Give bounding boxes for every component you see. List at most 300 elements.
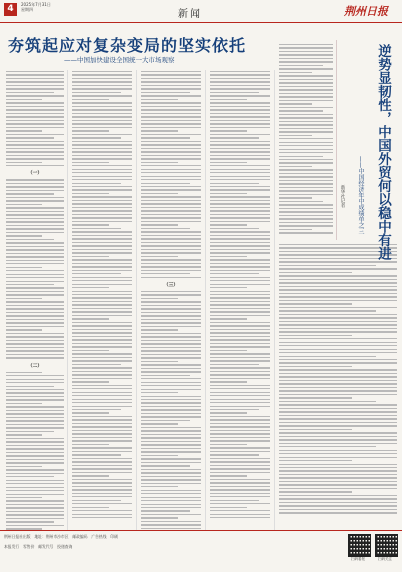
text-line: [210, 468, 270, 469]
text-line: [72, 130, 109, 131]
text-line: [210, 517, 270, 518]
text-line: [6, 151, 64, 152]
text-line: [72, 308, 132, 309]
text-line: [210, 155, 270, 156]
text-line: [210, 71, 270, 72]
text-line: [210, 496, 270, 497]
text-line: [72, 81, 132, 82]
text-line: [72, 176, 132, 177]
text-line: [72, 374, 132, 375]
text-line: [279, 464, 397, 465]
text-line: [210, 388, 270, 389]
text-line: [210, 120, 270, 121]
text-line: [141, 340, 201, 341]
text-line: [210, 88, 270, 89]
text-line: [210, 465, 270, 466]
qr-caption: 扫码关注: [378, 557, 392, 561]
text-line: [141, 252, 201, 253]
text-line: [72, 392, 132, 393]
text-line: [6, 445, 64, 446]
text-line: [141, 389, 201, 390]
text-line: [141, 441, 201, 442]
text-line: [141, 88, 201, 89]
text-line: [141, 169, 201, 170]
text-line: [279, 404, 397, 405]
text-line: [279, 418, 397, 419]
text-line: [210, 78, 270, 79]
text-line: [210, 392, 270, 393]
text-line: [141, 71, 201, 72]
text-line: [72, 304, 132, 305]
text-line: [6, 333, 64, 334]
text-line: [141, 368, 201, 369]
text-line: [72, 367, 132, 368]
text-line: [141, 472, 201, 473]
text-line: [72, 200, 132, 201]
text-line: [141, 416, 201, 417]
text-line: [210, 406, 270, 407]
text-line: [141, 490, 201, 491]
text-line: [210, 277, 270, 278]
text-line: [72, 444, 109, 445]
text-line: [72, 270, 132, 271]
text-line: [279, 114, 333, 115]
text-line: [141, 444, 201, 445]
text-line: [6, 386, 54, 387]
text-line: [210, 280, 270, 281]
text-line: [141, 266, 201, 267]
text-line: [279, 303, 352, 304]
text-line: [141, 500, 201, 501]
text-line: [6, 347, 64, 348]
text-line: [210, 416, 270, 417]
text-line: [141, 476, 201, 477]
text-line: [141, 270, 201, 271]
text-line: [141, 305, 201, 306]
text-line: [210, 238, 270, 239]
text-line: [72, 451, 132, 452]
text-line: [72, 514, 132, 515]
text-line: [141, 277, 201, 278]
text-line: [279, 502, 397, 503]
text-line: [72, 507, 109, 508]
text-line: [210, 343, 270, 344]
text-line: [6, 207, 64, 208]
text-line: [141, 196, 201, 197]
text-line: [72, 297, 132, 298]
text-line: [141, 74, 201, 75]
text-line: [141, 524, 201, 525]
text-line: [279, 429, 352, 430]
text-line: [6, 102, 64, 103]
text-line: [279, 362, 397, 363]
text-line: [141, 200, 201, 201]
text-line: [6, 287, 64, 288]
text-line: [210, 353, 270, 354]
text-line: [279, 61, 333, 62]
text-line: [141, 238, 201, 239]
text-line: [279, 491, 352, 492]
text-line: [141, 312, 201, 313]
text-line: [279, 190, 333, 191]
text-line: [141, 273, 190, 274]
text-line: [141, 427, 201, 428]
text-line: [72, 189, 132, 190]
text-line: [72, 263, 132, 264]
text-line: [72, 311, 132, 312]
text-line: [210, 409, 259, 410]
text-line: [141, 350, 201, 351]
text-line: [210, 106, 270, 107]
text-line: [6, 459, 64, 460]
text-line: [279, 279, 397, 280]
text-line: [6, 123, 64, 124]
text-line: [72, 440, 132, 441]
issue-date: [21, 2, 51, 12]
text-line: [141, 382, 201, 383]
text-line: [141, 158, 201, 159]
text-line: [210, 419, 270, 420]
text-line: [279, 222, 333, 223]
date-line: 2025年7月31日: [21, 2, 51, 7]
text-line: [6, 260, 64, 261]
text-line: [6, 267, 42, 268]
text-line: [72, 259, 132, 260]
text-line: [72, 88, 132, 89]
text-line: [6, 438, 64, 439]
text-line: [210, 360, 270, 361]
text-line: [72, 437, 132, 438]
text-line: [279, 51, 333, 52]
text-line: [210, 329, 270, 330]
text-line: [6, 162, 42, 163]
text-line: [141, 291, 201, 292]
text-line: [6, 183, 64, 184]
text-line: [141, 106, 201, 107]
text-line: [210, 454, 259, 455]
text-line: [279, 401, 376, 402]
text-line: [141, 120, 201, 121]
side-article-body: [279, 244, 397, 516]
text-line: [279, 204, 333, 205]
body-column-3: [141, 71, 201, 531]
text-line: [210, 252, 270, 253]
text-line: [279, 110, 323, 111]
text-line: [72, 183, 121, 184]
text-line: [279, 425, 397, 426]
text-line: [210, 500, 259, 501]
text-line: [210, 318, 247, 319]
text-line: [210, 402, 270, 403]
text-line: [279, 268, 397, 269]
qr-caption: 扫码看报: [351, 557, 365, 561]
text-line: [141, 78, 201, 79]
text-line: [6, 392, 64, 393]
text-line: [210, 486, 270, 487]
text-line: [279, 373, 397, 374]
text-line: [279, 47, 333, 48]
text-line: [210, 437, 270, 438]
text-line: [210, 451, 270, 452]
text-line: [6, 420, 64, 421]
text-line: [141, 361, 178, 362]
text-line: [210, 399, 270, 400]
text-line: [279, 225, 333, 226]
text-line: [141, 102, 201, 103]
text-line: [72, 284, 132, 285]
text-line: [279, 75, 333, 76]
text-line: [210, 221, 270, 222]
text-line: [141, 493, 201, 494]
text-line: [210, 179, 270, 180]
text-line: [210, 357, 270, 358]
text-line: [210, 472, 270, 473]
text-line: [279, 89, 333, 90]
text-line: [279, 162, 333, 163]
text-line: [6, 399, 64, 400]
text-line: [6, 214, 64, 215]
text-line: [210, 381, 247, 382]
text-line: [210, 235, 270, 236]
text-line: [279, 100, 333, 101]
text-line: [6, 301, 64, 302]
text-line: [279, 488, 397, 489]
text-line: [279, 369, 397, 370]
text-line: [210, 92, 259, 93]
text-line: [72, 169, 132, 170]
text-line: [6, 298, 42, 299]
text-line: [72, 371, 132, 372]
text-line: [72, 318, 109, 319]
text-line: [141, 385, 201, 386]
text-line: [210, 325, 270, 326]
text-line: [6, 406, 64, 407]
text-line: [72, 329, 132, 330]
text-line: [72, 280, 132, 281]
text-line: [141, 235, 201, 236]
text-line: [72, 193, 109, 194]
text-line: [141, 402, 201, 403]
text-line: [210, 444, 247, 445]
text-line: [279, 321, 397, 322]
text-line: [279, 436, 397, 437]
text-line: [279, 208, 333, 209]
text-line: [72, 116, 132, 117]
text-line: [210, 141, 270, 142]
text-line: [6, 500, 64, 501]
text-line: [6, 242, 64, 243]
text-line: [210, 127, 270, 128]
side-divider: [336, 40, 337, 240]
text-line: [6, 389, 64, 390]
text-line: [72, 336, 132, 337]
text-line: [72, 493, 132, 494]
text-line: [141, 413, 201, 414]
text-line: [210, 151, 270, 152]
text-line: [6, 322, 64, 323]
text-line: [6, 141, 64, 142]
text-line: [210, 270, 270, 271]
text-line: [210, 203, 270, 204]
text-line: [279, 197, 312, 198]
text-line: [6, 228, 64, 229]
text-line: [72, 273, 121, 274]
text-line: [141, 231, 201, 232]
text-line: [210, 210, 270, 211]
text-line: [6, 410, 64, 411]
text-line: [210, 224, 247, 225]
text-line: [210, 183, 259, 184]
text-line: [210, 85, 270, 86]
text-line: [210, 364, 259, 365]
text-line: [6, 521, 54, 522]
text-line: [210, 176, 270, 177]
text-line: [6, 507, 64, 508]
article-headline: 夯筑起应对复杂变局的坚实依托: [8, 36, 247, 55]
text-line: [6, 78, 64, 79]
text-line: [6, 148, 64, 149]
text-line: [6, 74, 64, 75]
text-line: [210, 426, 270, 427]
text-line: [210, 412, 247, 413]
text-line: [72, 357, 132, 358]
text-line: [72, 113, 132, 114]
text-line: [279, 169, 333, 170]
text-line: [141, 183, 190, 184]
text-line: [279, 229, 312, 230]
text-line: [210, 430, 270, 431]
text-line: [279, 211, 333, 212]
text-line: [141, 448, 201, 449]
text-line: [6, 144, 64, 145]
text-line: [210, 242, 270, 243]
text-line: [210, 339, 270, 340]
text-line: [72, 426, 132, 427]
article-subheadline: ——中国加快建设全国统一大市场观察: [64, 56, 175, 64]
text-line: [6, 497, 42, 498]
text-line: [210, 482, 270, 483]
body-column-4: [210, 71, 270, 520]
text-line: [210, 503, 270, 504]
text-line: [210, 99, 247, 100]
text-line: [279, 96, 333, 97]
text-line: [141, 479, 201, 480]
text-line: [141, 116, 201, 117]
text-line: [72, 500, 121, 501]
text-line: [141, 214, 201, 215]
text-line: [72, 412, 109, 413]
text-line: [6, 253, 64, 254]
text-line: [6, 382, 64, 383]
text-line: [141, 409, 201, 410]
text-line: [210, 378, 270, 379]
qr-code-icon: [375, 534, 398, 557]
text-line: [279, 481, 397, 482]
text-line: [72, 92, 121, 93]
text-line: [141, 423, 178, 424]
text-line: [210, 479, 270, 480]
text-line: [210, 109, 270, 110]
text-line: [279, 261, 397, 262]
text-line: [72, 277, 132, 278]
text-line: [279, 156, 323, 157]
text-line: [6, 256, 64, 257]
text-line: [72, 249, 132, 250]
text-line: [279, 44, 333, 45]
text-line: [210, 336, 270, 337]
text-line: [72, 210, 132, 211]
text-line: [72, 322, 132, 323]
text-line: [72, 123, 132, 124]
text-line: [210, 123, 270, 124]
text-line: [210, 113, 270, 114]
text-line: [279, 450, 397, 451]
text-line: [279, 282, 397, 283]
text-line: [279, 415, 397, 416]
text-line: [141, 151, 201, 152]
text-line: [6, 494, 64, 495]
text-line: [6, 71, 64, 72]
text-line: [6, 396, 64, 397]
text-line: [210, 371, 270, 372]
text-line: [141, 469, 201, 470]
text-line: [279, 495, 397, 496]
text-line: [141, 343, 201, 344]
text-line: [72, 503, 132, 504]
text-line: [6, 476, 54, 477]
text-line: [72, 235, 132, 236]
text-line: [210, 440, 270, 441]
text-line: [72, 120, 132, 121]
text-line: [141, 521, 201, 522]
text-line: [210, 374, 270, 375]
text-line: [72, 315, 132, 316]
text-line: [6, 190, 64, 191]
text-line: [279, 432, 397, 433]
text-line: [279, 173, 333, 174]
text-line: [279, 180, 333, 181]
text-line: [279, 121, 333, 122]
text-line: [279, 366, 352, 367]
text-line: [141, 155, 201, 156]
side-article-title: 逆势显韧性，中国外贸何以稳中有进: [375, 44, 391, 260]
text-line: [279, 477, 397, 478]
text-line: [141, 465, 190, 466]
text-line: [279, 324, 397, 325]
text-line: [6, 179, 64, 180]
text-line: [141, 326, 201, 327]
text-line: [279, 505, 397, 506]
text-line: [72, 256, 109, 257]
text-line: [6, 504, 64, 505]
text-line: [141, 375, 190, 376]
text-line: [72, 385, 132, 386]
text-line: [279, 159, 333, 160]
text-line: [6, 277, 64, 278]
text-line: [210, 461, 270, 462]
text-line: [72, 350, 109, 351]
text-line: [210, 134, 270, 135]
text-line: [279, 79, 333, 80]
text-line: [72, 465, 132, 466]
text-line: [279, 103, 312, 104]
text-line: [210, 301, 270, 302]
weekday-line: 星期四: [21, 7, 33, 12]
text-line: [72, 430, 132, 431]
text-line: [279, 338, 397, 339]
text-line: [279, 387, 397, 388]
section-subhead: （三）: [163, 282, 179, 288]
